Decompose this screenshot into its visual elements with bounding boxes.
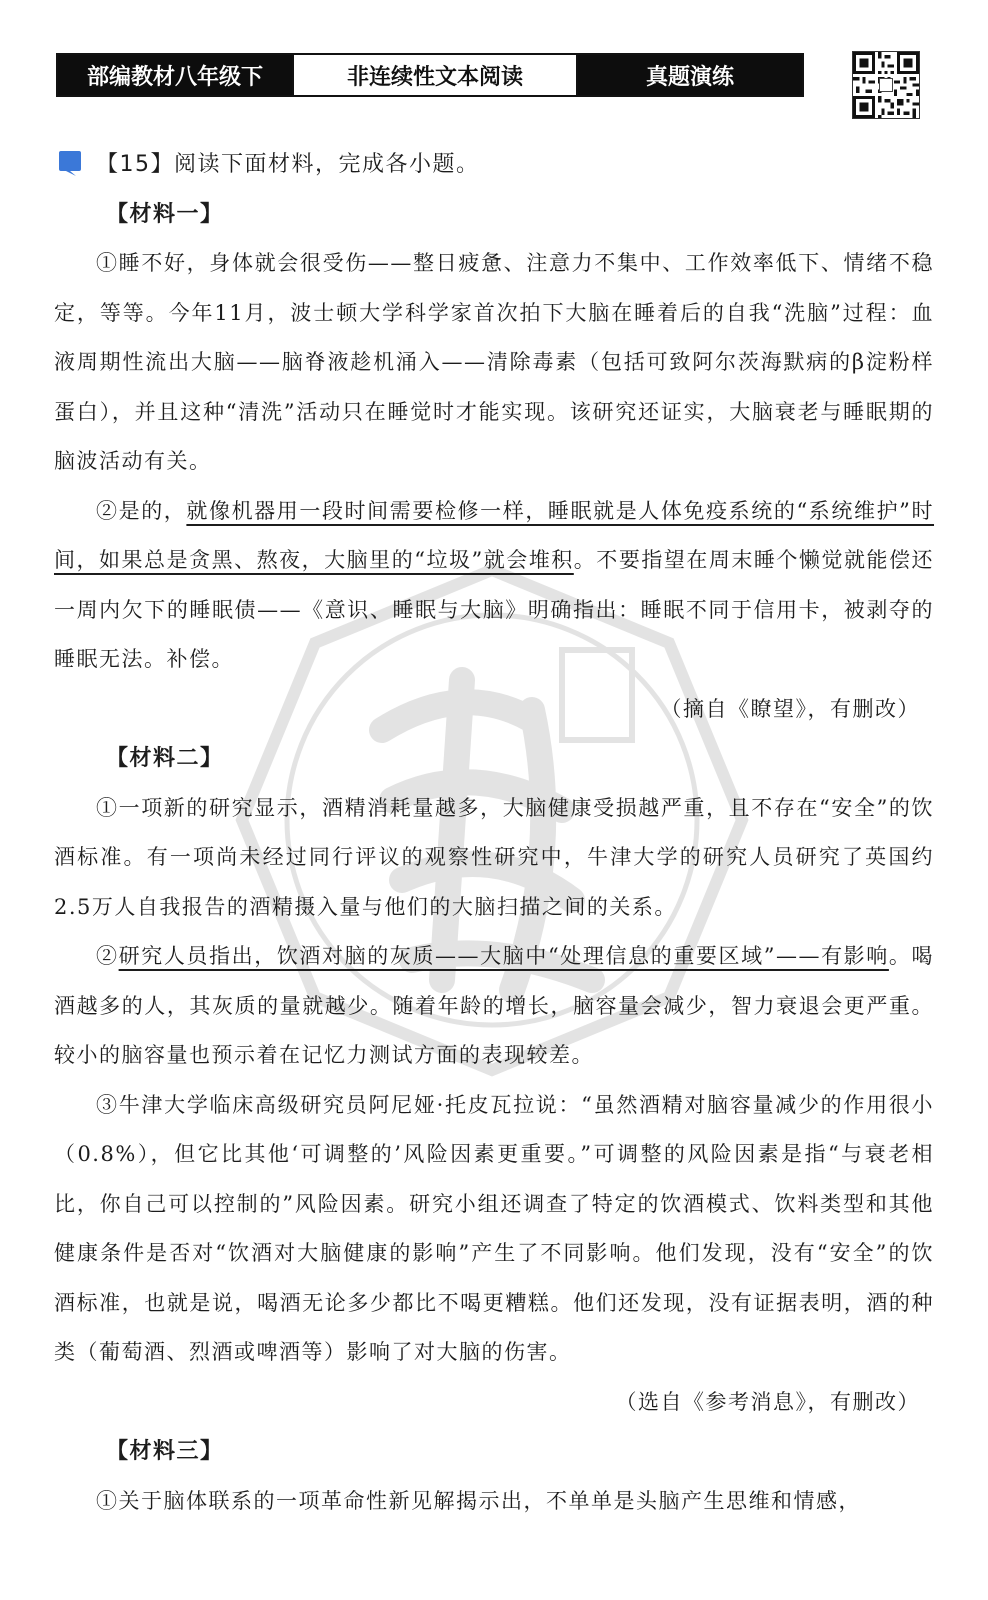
material-two-paragraph-1: ①一项新的研究显示，酒精消耗量越多，大脑健康受损越严重，且不存在“安全”的饮酒标准。有一项尚未经过同行评议的观察性研究中，牛津大学的研究人员研究了英国约2.5万人自我报告的酒精摄入量与他们的大脑扫描之间的关系。 xyxy=(54,795,934,919)
material-two-title: 【材料二】 xyxy=(106,746,224,771)
bookmark-icon xyxy=(56,149,84,177)
material-two-paragraph-2 xyxy=(54,932,934,1081)
underlined-sentence: 就像机器用一段时间需要检修一样，睡眠就是人体免疫系统的“系统维护”时间，如果总是贪黑、熬夜，大脑里的“垃圾”就会堆积 xyxy=(54,498,935,572)
question-heading xyxy=(54,140,934,190)
material-one-paragraph-2 xyxy=(54,487,934,685)
header-topic-label: 非连续性文本阅读 xyxy=(292,55,578,95)
qr-code-icon xyxy=(852,51,920,119)
paragraph-text: 。喝酒越多的人，其灰质的量就越少。随着年龄的增长，脑容量会减少，智力衰退会更严重。较小的脑容量也预示着在记忆力测试方面的表现较差。 xyxy=(54,944,934,1067)
material-one-source: （摘自《瞭望》，有删改） xyxy=(660,696,920,721)
paragraph-text: 。不要指望在周末睡个懒觉就能偿还一周内欠下的睡眠债——《意识、睡眠与大脑》明确指出：睡眠不同于信用卡，被剥夺的睡眠无法。补偿。 xyxy=(54,548,934,671)
paragraph-text: ②是的， xyxy=(96,498,187,523)
material-three-title: 【材料三】 xyxy=(106,1439,224,1464)
underlined-sentence: 研究人员指出，饮酒对脑的灰质——大脑中“处理信息的重要区域”——有影响 xyxy=(118,944,889,968)
question-title: 【15】阅读下面材料，完成各小题。 xyxy=(96,152,480,177)
paragraph-text: ② xyxy=(96,944,119,968)
header-grade-label: 部编教材八年级下 xyxy=(58,55,292,95)
header-bar xyxy=(56,53,804,97)
material-one-paragraph-1: ①睡不好，身体就会很受伤——整日疲惫、注意力不集中、工作效率低下、情绪不稳定，等等。今年11月，波士顿大学科学家首次拍下大脑在睡着后的自我“洗脑”过程：血液周期性流出大脑——脑脊液趁机涌入——清除毒素（包括可致阿尔茨海默病的β淀粉样蛋白），并且这种“清洗”活动只在睡觉时才能实现。该研究还证实，大脑衰老与睡眠期的脑波活动有关。 xyxy=(54,251,934,473)
material-three-paragraph-1: ①关于脑体联系的一项革命性新见解揭示出，不单单是头脑产生思维和情感， xyxy=(96,1488,861,1513)
header-section-label: 真题演练 xyxy=(578,55,802,95)
material-two-paragraph-3: ③牛津大学临床高级研究员阿尼娅·托皮瓦拉说：“虽然酒精对脑容量减少的作用很小（0.8%），但它比其他‘可调整的’风险因素更重要。”可调整的风险因素是指“与衰老相比，你自己可以控制的”风险因素。研究小组还调查了特定的饮酒模式、饮料类型和其他健康条件是否对“饮酒对大脑健康的影响”产生了不同影响。他们发现，没有“安全”的饮酒标准，也就是说，喝酒无论多少都比不喝更糟糕。他们还发现，没有证据表明，酒的种类（葡萄酒、烈酒或啤酒等）影响了对大脑的伤害。 xyxy=(54,1092,934,1364)
material-two-source: （选自《参考消息》，有删改） xyxy=(615,1389,920,1414)
material-one-title: 【材料一】 xyxy=(106,201,224,227)
document-body xyxy=(54,140,934,1526)
